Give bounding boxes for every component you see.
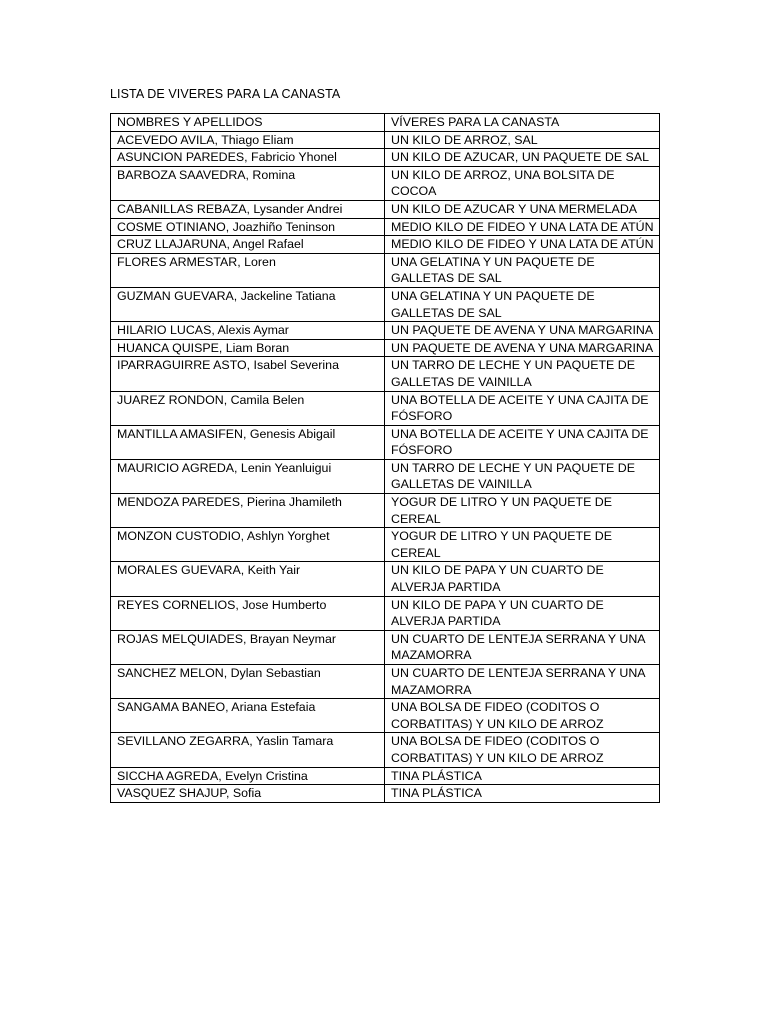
table-row bbox=[111, 733, 660, 767]
table-row bbox=[111, 200, 660, 218]
table-row bbox=[111, 562, 660, 596]
student-name-cell: MONZON CUSTODIO, Ashlyn Yorghet bbox=[111, 528, 385, 562]
table-row bbox=[111, 528, 660, 562]
student-name-cell: MENDOZA PAREDES, Pierina Jhamileth bbox=[111, 494, 385, 528]
groceries-cell: UN TARRO DE LECHE Y UN PAQUETE DE GALLETAS DE VAINILLA bbox=[385, 357, 660, 391]
student-name-cell: ACEVEDO AVILA, Thiago Eliam bbox=[111, 131, 385, 149]
column-header-items: VÍVERES PARA LA CANASTA bbox=[385, 114, 660, 132]
groceries-cell: UNA BOLSA DE FIDEO (CODITOS O CORBATITAS) Y UN KILO DE ARROZ bbox=[385, 733, 660, 767]
table-header-row bbox=[111, 114, 660, 132]
groceries-cell: YOGUR DE LITRO Y UN PAQUETE DE CEREAL bbox=[385, 528, 660, 562]
column-header-names: NOMBRES Y APELLIDOS bbox=[111, 114, 385, 132]
groceries-cell: UN KILO DE PAPA Y UN CUARTO DE ALVERJA PARTIDA bbox=[385, 596, 660, 630]
table-row bbox=[111, 459, 660, 493]
groceries-cell: TINA PLÁSTICA bbox=[385, 767, 660, 785]
student-name-cell: SEVILLANO ZEGARRA, Yaslin Tamara bbox=[111, 733, 385, 767]
table-row bbox=[111, 425, 660, 459]
student-name-cell: SANCHEZ MELON, Dylan Sebastian bbox=[111, 665, 385, 699]
table-row bbox=[111, 357, 660, 391]
groceries-cell: UN CUARTO DE LENTEJA SERRANA Y UNA MAZAMORRA bbox=[385, 630, 660, 664]
groceries-cell: UN KILO DE ARROZ, SAL bbox=[385, 131, 660, 149]
groceries-cell: UN KILO DE ARROZ, UNA BOLSITA DE COCOA bbox=[385, 166, 660, 200]
student-name-cell: HUANCA QUISPE, Liam Boran bbox=[111, 339, 385, 357]
canasta-table bbox=[110, 113, 660, 803]
table-row bbox=[111, 785, 660, 803]
document-title: LISTA DE VIVERES PARA LA CANASTA bbox=[110, 87, 341, 101]
table-row bbox=[111, 236, 660, 254]
table-row bbox=[111, 630, 660, 664]
student-name-cell: GUZMAN GUEVARA, Jackeline Tatiana bbox=[111, 287, 385, 321]
groceries-cell: UN KILO DE AZUCAR, UN PAQUETE DE SAL bbox=[385, 149, 660, 167]
groceries-cell: UN PAQUETE DE AVENA Y UNA MARGARINA bbox=[385, 339, 660, 357]
table-row bbox=[111, 131, 660, 149]
student-name-cell: CABANILLAS REBAZA, Lysander Andrei bbox=[111, 200, 385, 218]
table-row bbox=[111, 391, 660, 425]
table-row bbox=[111, 665, 660, 699]
student-name-cell: MAURICIO AGREDA, Lenin Yeanluigui bbox=[111, 459, 385, 493]
student-name-cell: MORALES GUEVARA, Keith Yair bbox=[111, 562, 385, 596]
student-name-cell: HILARIO LUCAS, Alexis Aymar bbox=[111, 322, 385, 340]
groceries-cell: UN TARRO DE LECHE Y UN PAQUETE DE GALLETAS DE VAINILLA bbox=[385, 459, 660, 493]
groceries-cell: TINA PLÁSTICA bbox=[385, 785, 660, 803]
table-row bbox=[111, 166, 660, 200]
table-row bbox=[111, 699, 660, 733]
table-row bbox=[111, 149, 660, 167]
groceries-cell: UNA GELATINA Y UN PAQUETE DE GALLETAS DE SAL bbox=[385, 253, 660, 287]
student-name-cell: JUAREZ RONDON, Camila Belen bbox=[111, 391, 385, 425]
student-name-cell: SICCHA AGREDA, Evelyn Cristina bbox=[111, 767, 385, 785]
groceries-cell: UNA GELATINA Y UN PAQUETE DE GALLETAS DE SAL bbox=[385, 287, 660, 321]
student-name-cell: CRUZ LLAJARUNA, Angel Rafael bbox=[111, 236, 385, 254]
table-row bbox=[111, 494, 660, 528]
student-name-cell: VASQUEZ SHAJUP, Sofia bbox=[111, 785, 385, 803]
student-name-cell: MANTILLA AMASIFEN, Genesis Abigail bbox=[111, 425, 385, 459]
groceries-cell: UNA BOTELLA DE ACEITE Y UNA CAJITA DE FÓSFORO bbox=[385, 391, 660, 425]
student-name-cell: COSME OTINIANO, Joazhiño Teninson bbox=[111, 218, 385, 236]
table-row bbox=[111, 767, 660, 785]
table-row bbox=[111, 218, 660, 236]
groceries-cell: UN CUARTO DE LENTEJA SERRANA Y UNA MAZAMORRA bbox=[385, 665, 660, 699]
groceries-cell: UNA BOTELLA DE ACEITE Y UNA CAJITA DE FÓSFORO bbox=[385, 425, 660, 459]
table-body bbox=[111, 131, 660, 802]
groceries-cell: MEDIO KILO DE FIDEO Y UNA LATA DE ATÚN bbox=[385, 218, 660, 236]
groceries-cell: UN PAQUETE DE AVENA Y UNA MARGARINA bbox=[385, 322, 660, 340]
table-row bbox=[111, 339, 660, 357]
groceries-cell: YOGUR DE LITRO Y UN PAQUETE DE CEREAL bbox=[385, 494, 660, 528]
table-row bbox=[111, 322, 660, 340]
student-name-cell: REYES CORNELIOS, Jose Humberto bbox=[111, 596, 385, 630]
student-name-cell: FLORES ARMESTAR, Loren bbox=[111, 253, 385, 287]
student-name-cell: BARBOZA SAAVEDRA, Romina bbox=[111, 166, 385, 200]
student-name-cell: ASUNCION PAREDES, Fabricio Yhonel bbox=[111, 149, 385, 167]
table-row bbox=[111, 596, 660, 630]
student-name-cell: SANGAMA BANEO, Ariana Estefaia bbox=[111, 699, 385, 733]
table-row bbox=[111, 287, 660, 321]
student-name-cell: IPARRAGUIRRE ASTO, Isabel Severina bbox=[111, 357, 385, 391]
groceries-cell: UN KILO DE AZUCAR Y UNA MERMELADA bbox=[385, 200, 660, 218]
groceries-cell: MEDIO KILO DE FIDEO Y UNA LATA DE ATÚN bbox=[385, 236, 660, 254]
groceries-cell: UN KILO DE PAPA Y UN CUARTO DE ALVERJA PARTIDA bbox=[385, 562, 660, 596]
groceries-cell: UNA BOLSA DE FIDEO (CODITOS O CORBATITAS) Y UN KILO DE ARROZ bbox=[385, 699, 660, 733]
table-row bbox=[111, 253, 660, 287]
student-name-cell: ROJAS MELQUIADES, Brayan Neymar bbox=[111, 630, 385, 664]
